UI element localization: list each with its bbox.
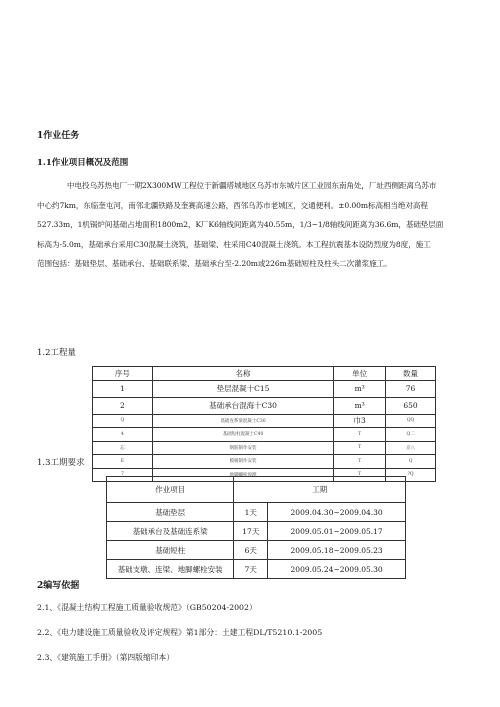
- table-cell: 2009.04.30~2009.04.30: [268, 503, 406, 522]
- table-header-row: [107, 477, 406, 503]
- paragraph-line: 527.33m，1机锅炉间基础占地面积1800m2，K厂K6轴线间距离为40.55m，1/3~1/8轴线间距离为36.6m，基础垫层面: [37, 220, 444, 229]
- reference-item: 2.3、《建筑施工手册》（第四版缩印本）: [37, 653, 175, 662]
- table-cell: 地脚螺栓预埋: [152, 468, 333, 482]
- paragraph-line: 中电投乌苏热电厂一期2X300MW工程位于新疆塔城地区乌苏市东城片区工业园东南角处，厂址西侧距离乌苏市: [67, 181, 437, 190]
- table-cell: 1天: [234, 503, 268, 522]
- table-cell: 17天: [234, 522, 268, 541]
- paragraph-line: 标高为-5.0m，基础承台采用C30混凝土浇筑，基础梁、柱采用C40混凝土浇筑。本工程抗震基本设防烈度为8度，施工: [37, 239, 431, 249]
- table-cell: 基础承台及基础连系梁: [107, 522, 234, 541]
- column-header: 单位: [334, 367, 386, 381]
- table-cell: QQ: [386, 414, 436, 428]
- paragraph-line: 中心约7km，东临奎屯河，南邻北疆铁路及奎赛高速公路，西邻乌苏市老城区，交通便利。±0.00m标高相当绝对高程: [37, 200, 428, 210]
- table-cell: 巾3: [334, 414, 386, 428]
- table-cell: m³: [334, 397, 386, 414]
- table-row: [107, 560, 406, 579]
- table-row: [107, 522, 406, 541]
- table-cell: Q: [386, 455, 436, 469]
- section-1-title: 1作业任务: [37, 131, 80, 141]
- column-header: 序号: [93, 367, 153, 381]
- table-cell: 2: [93, 397, 153, 414]
- subsection-1-2-title: 1.2工程量: [37, 348, 77, 358]
- table-cell: Q: [93, 414, 153, 428]
- table-row: [93, 397, 436, 414]
- column-header: 名称: [152, 367, 333, 381]
- table-cell: 钢筋制作安装: [152, 441, 333, 455]
- table-cell: 基础承台混海十C30: [152, 397, 333, 414]
- reference-item: 2.1、《混凝土结构工程施工质量验收规范》（GB50204-2002）: [37, 603, 257, 612]
- table-cell: 基础短柱: [107, 541, 234, 560]
- table-cell: ?Q: [386, 468, 436, 482]
- table-cell: 基础连系梁混凝土C30: [152, 414, 333, 428]
- table-cell: 2009.05.24~2009.05.30: [268, 560, 406, 579]
- table-cell: E: [93, 455, 153, 469]
- table-cell: 1: [93, 380, 153, 397]
- paragraph-line: 范围包括：基础垫层、基础承台、基础联系梁、基础承台至-2.20m或226m基础短柱及柱头二次灌浆施工。: [37, 259, 392, 268]
- table-row: [93, 414, 436, 428]
- column-header: 工期: [234, 477, 406, 503]
- table-cell: 76: [386, 380, 436, 397]
- table-cell: 基础短柱混凝土C40: [152, 428, 333, 442]
- subsection-1-1-title: 1.1作业项目概况及范围: [37, 158, 129, 168]
- column-header: 作业项目: [107, 477, 234, 503]
- table-cell: 650: [386, 397, 436, 414]
- table-cell: 7: [93, 468, 153, 482]
- table-row: [93, 380, 436, 397]
- table-row: [107, 503, 406, 522]
- table-cell: 基础垫层: [107, 503, 234, 522]
- table-row: [93, 455, 436, 469]
- table-cell: T: [334, 455, 386, 469]
- table-cell: 京八: [386, 441, 436, 455]
- table-cell: 忘: [93, 441, 153, 455]
- project-overview-paragraph: [37, 176, 467, 274]
- table-cell: 模板制作安装: [152, 455, 333, 469]
- table-cell: 垫层混凝十C15: [152, 380, 333, 397]
- table-cell: 2009.05.18~2009.05.23: [268, 541, 406, 560]
- table-cell: 基础支墩、连梁、地脚螺栓安装: [107, 560, 234, 579]
- table-cell: T: [334, 468, 386, 482]
- table-header-row: [93, 367, 436, 381]
- table-cell: T: [334, 441, 386, 455]
- reference-item: 2.2、《电力建设施工质量验收及评定规程》第1部分：土建工程DL/T5210.1-2005: [37, 628, 323, 637]
- table-cell: m³: [334, 380, 386, 397]
- quantity-table: [92, 366, 436, 482]
- schedule-table: [106, 476, 406, 579]
- table-cell: Q二: [386, 428, 436, 442]
- table-row: [93, 441, 436, 455]
- table-row: [107, 541, 406, 560]
- column-header: 数量: [386, 367, 436, 381]
- table-cell: 2009.05.01~2009.05.17: [268, 522, 406, 541]
- table-row: [93, 428, 436, 442]
- table-cell: 6天: [234, 541, 268, 560]
- subsection-1-3-title: 1.3工期要求: [37, 458, 85, 468]
- table-cell: 4: [93, 428, 153, 442]
- table-cell: T: [334, 428, 386, 442]
- table-cell: 7天: [234, 560, 268, 579]
- section-2-title: 2编写依据: [37, 581, 80, 591]
